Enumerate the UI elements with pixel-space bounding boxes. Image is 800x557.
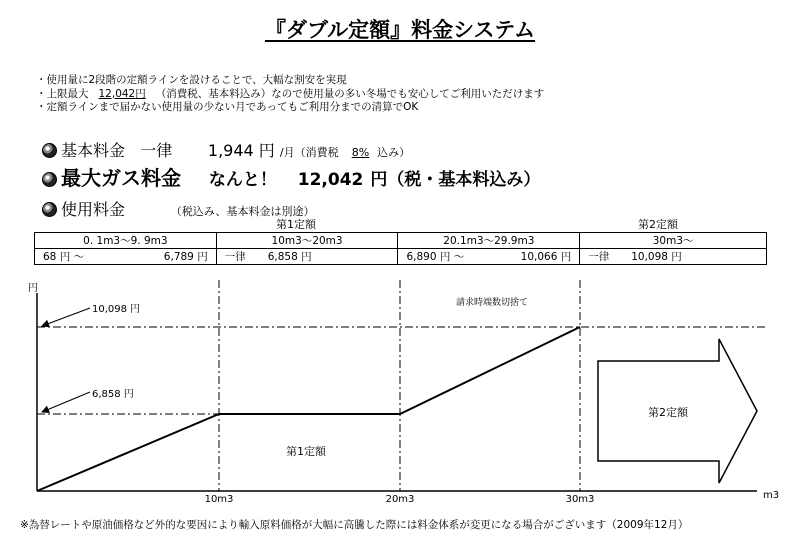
max-fee-surprise: なんと！ (208, 170, 277, 190)
bullet-2-prefix: ・上限最大 (36, 87, 89, 100)
range-cell: 30m3～ (580, 233, 767, 249)
price-curve (37, 327, 580, 491)
price-from: 一律 (224, 251, 246, 263)
max-fee-label: 最大ガス料金 (61, 166, 181, 190)
group-header-first: 第1定額 (276, 218, 316, 231)
footnote: ※為替レートや原油価格など外的な要因により輸入原料価格が大幅に高騰した際には料金体系が変更になる場合がございます（2009年12月） (20, 519, 689, 531)
zone2-label: 第2定額 (648, 406, 688, 419)
x-tick-10: 10m3 (204, 494, 234, 505)
price-from: 一律 (588, 251, 610, 263)
tax-rate: 8% (351, 146, 370, 159)
bullet-2-suffix: （消費税、基本料込み）なので使用量の多い冬場でも安心してご利用いただけます (155, 87, 545, 100)
bullet-1: ・使用量に2段階の定額ラインを設けることで、大幅な割安を実現 (36, 74, 347, 86)
x-tick-30: 30m3 (565, 494, 595, 505)
basic-fee-per-month: /月（消費税 (279, 146, 339, 159)
group-header-second: 第2定額 (638, 218, 678, 231)
price-to: 10,098 円 (631, 251, 682, 263)
lower-price-label: 6,858 円 (92, 389, 134, 400)
range-cell: 20.1m3～29.9m3 (398, 233, 580, 249)
zone1-label: 第1定額 (286, 445, 326, 458)
max-fee-unit: 円（税・基本料込み） (370, 170, 541, 190)
usage-fee-label: 使用料金 (61, 200, 126, 219)
basic-fee-uniform: 一律 (140, 141, 173, 160)
arrow-upper-price (42, 308, 90, 326)
y-axis-unit: 円 (28, 283, 38, 294)
x-tick-20: 20m3 (385, 494, 415, 505)
page-title: 『ダブル定額』料金システム (264, 18, 536, 42)
range-cell: 10m3～20m3 (216, 233, 398, 249)
arrow-lower-price (42, 392, 90, 412)
upper-price-label: 10,098 円 (92, 304, 141, 315)
price-from: 68 円 ～ (43, 251, 85, 263)
price-to: 6,789 円 (163, 251, 208, 263)
basic-fee-label: 基本料金 (61, 141, 126, 160)
x-axis-unit: m3 (763, 490, 780, 501)
price-to: 6,858 円 (267, 251, 312, 263)
tax-suffix: 込み） (377, 146, 411, 159)
basic-fee-amount: 1,944 円 (207, 141, 275, 160)
max-price-unit: 円 (135, 87, 146, 100)
price-from: 6,890 円 ～ (406, 251, 465, 263)
max-fee-amount: 12,042 (297, 170, 364, 190)
max-price-value: 12,042 (98, 87, 136, 100)
usage-fee-note: （税込み、基本料金は別途） (170, 205, 315, 218)
range-cell: 0. 1m3～9. 9m3 (35, 233, 217, 249)
bullet-3: ・定額ラインまで届かない使用量の少ない月であってもご利用分までの清算でOK (36, 101, 419, 113)
round-note: 請求時端数切捨て (456, 298, 529, 308)
price-to: 10,066 円 (520, 251, 572, 263)
